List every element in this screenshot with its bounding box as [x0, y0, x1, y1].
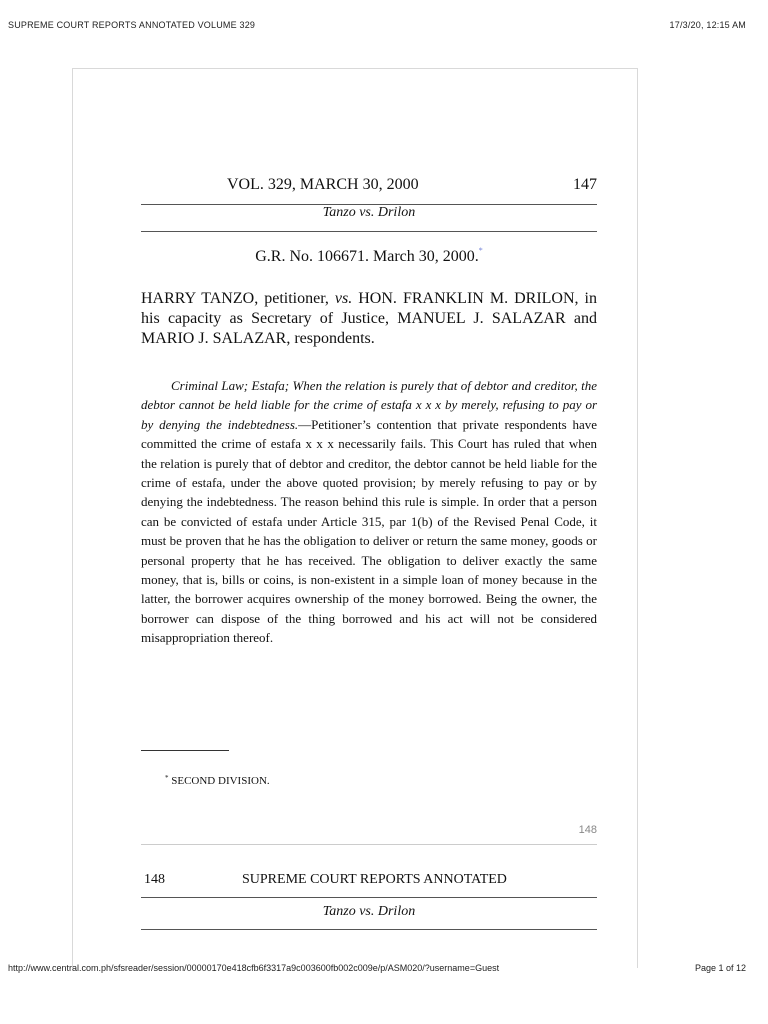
syllabus-paragraph	[141, 376, 597, 648]
print-page-indicator: Page 1 of 12	[694, 963, 746, 973]
page-number: 147	[573, 176, 597, 193]
print-url: http://www.central.com.ph/sfsreader/session/00000170e418cfb6f3317a9c003600fb002c009e/p/ASM020/?username=Guest	[8, 963, 500, 973]
print-timestamp: 17/3/20, 12:15 AM	[669, 20, 746, 30]
syllabus-headnote: Criminal Law; Estafa; When the relation is purely that of debtor and creditor, the debtor cannot be held liable for the crime of estafa x x x by merely, refusing to pay or by denying the indebtedness.	[141, 378, 597, 432]
header-rule-bottom	[141, 231, 597, 232]
header-rule-2	[141, 897, 597, 898]
gr-footnote-marker[interactable]: *	[478, 246, 483, 255]
page-break-rule	[141, 844, 597, 845]
page-number-2: 148	[144, 872, 165, 887]
parties-respondents: HON. FRANKLIN M. DRILON, in his capacity as Secretary of Justice, MANUEL J. SALAZAR and MARIO J. SALAZAR, respondents.	[141, 290, 597, 347]
case-short-title: Tanzo vs. Drilon	[322, 205, 416, 220]
parties-petitioner: HARRY TANZO, petitioner,	[141, 290, 335, 307]
footnote-text: SECOND DIVISION.	[168, 775, 270, 787]
footnote	[165, 774, 270, 787]
next-page-reference: 148	[578, 824, 597, 836]
footnote-marker: *	[165, 774, 169, 782]
print-doc-title: SUPREME COURT REPORTS ANNOTATED VOLUME 329	[8, 20, 256, 30]
footnote-rule	[141, 750, 229, 751]
syllabus-body: —Petitioner’s contention that private respondents have committed the crime of estafa x x x necessarily fails. This Court has ruled that when the relation is purely that of debtor and creditor, the debtor cannot be held liable for the crime of estafa, under the above quoted provision; by merely refusing to pay or by denying the indebtedness. The reason behind this rule is simple. In order that a person can be convicted of estafa under Article 315, par 1(b) of the Revised Penal Code, it must be proven that he has the obligation to deliver or return the same money, goods or personal property that he has received. The obligation to deliver exactly the same money, that is, bills or coins, is non-existent in a simple loan of money because in the latter, the borrower acquires ownership of the money borrowed. Being the owner, the borrower can dispose of the thing borrowed and his act will not be considered misappropriation thereof.	[141, 416, 597, 646]
gr-number-line	[141, 246, 597, 266]
header-rule-2-bottom	[141, 929, 597, 930]
print-footer	[8, 963, 746, 973]
print-header	[8, 20, 746, 30]
case-short-title-2: Tanzo vs. Drilon	[322, 904, 416, 919]
parties-vs: vs.	[334, 290, 353, 307]
running-title-2: SUPREME COURT REPORTS ANNOTATED	[242, 872, 507, 887]
gr-number: G.R. No. 106671. March 30, 2000.	[255, 248, 479, 265]
running-title: VOL. 329, MARCH 30, 2000	[227, 176, 419, 193]
case-parties	[141, 289, 597, 349]
